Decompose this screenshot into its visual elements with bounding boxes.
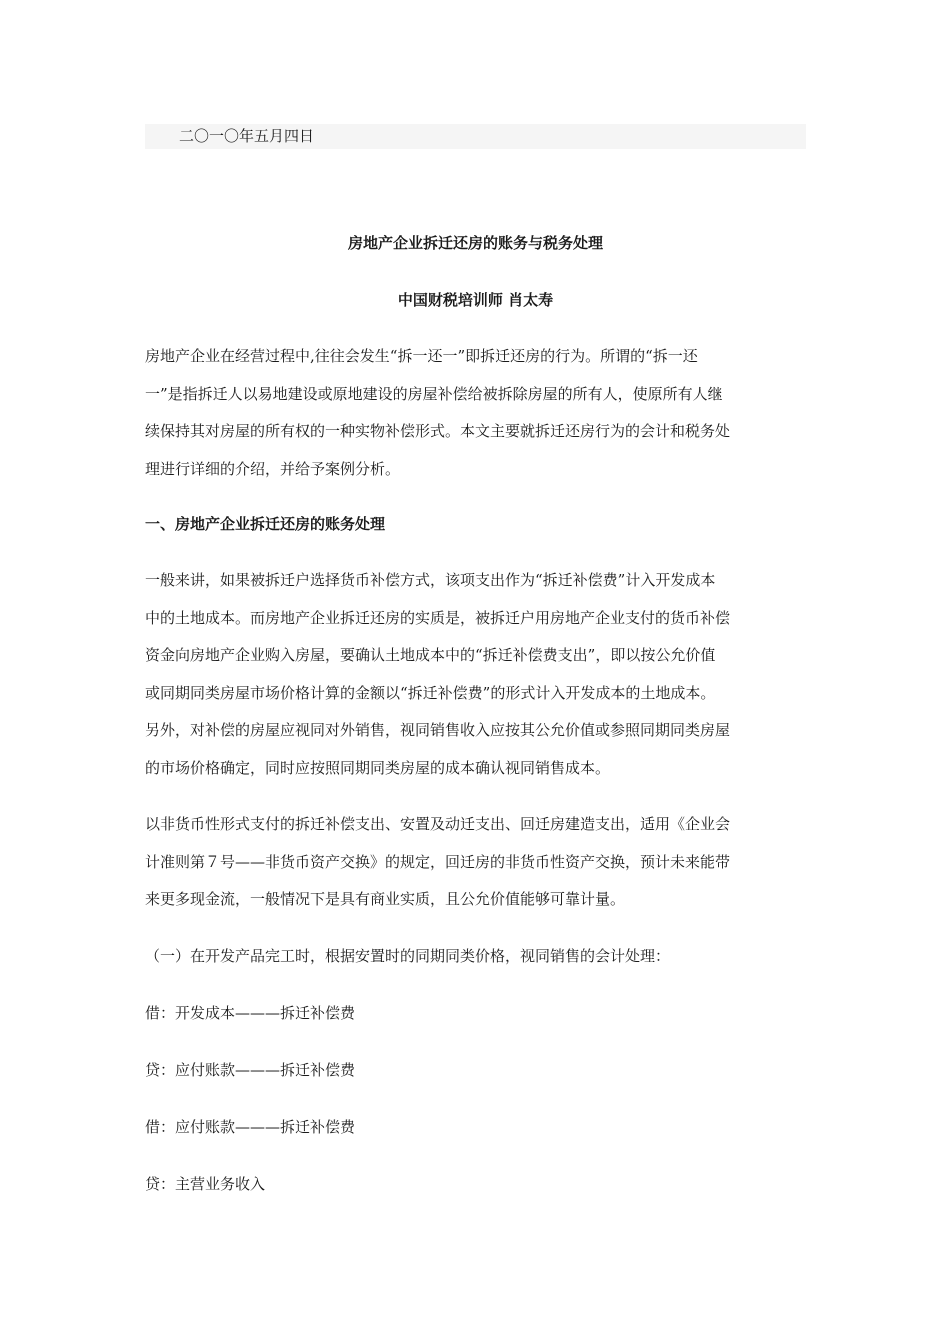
date-line: 二〇一〇年五月四日 [145, 124, 806, 149]
paragraph-cash-compensation: 一般来讲，如果被拆迁户选择货币补偿方式，该项支出作为“拆迁补偿费”计入开发成本 中的土地成本。而房地产企业拆迁还房的实质是，被拆迁户用房地产企业支付的货币补偿 资金向房地产企业购入房屋，要确认土地成本中的“拆迁补偿费支出”，即以按公允价值 或同期同类房屋市场价格计算的金额以“拆迁补偿费”的形式计入开发成本的土地成本。 另外，对补偿的房屋应视同对外销售，视同销售收入应按其公允价值或参照同期同类房屋 的市场价格确定，同时应按照同期同类房屋的成本确认视同销售成本。 [145, 571, 731, 777]
paragraph-non-monetary: 以非货币性形式支付的拆迁补偿支出、安置及动迁支出、回迁房建造支出，适用《企业会 计准则第７号——非货币资产交换》的规定，回迁房的非货币性资产交换，预计未来能带 来更多现金流，一般情况下是具有商业实质，且公允价值能够可靠计量。 [145, 815, 731, 908]
intro-paragraph: 房地产企业在经营过程中,往往会发生“拆一还一”即拆迁还房的行为。所谓的“拆一还 一”是指拆迁人以易地建设或原地建设的房屋补偿给被拆除房屋的所有人，使原所有人继 续保持其对房屋的所有权的一种实物补偿形式。本文主要就拆迁还房行为的会计和税务处 理进行详细的介绍，并给予案例分析。 [145, 347, 731, 478]
author-line: 中国财税培训师 肖太寿 [397, 291, 554, 309]
document-title: 房地产企业拆迁还房的账务与税务处理 [347, 234, 603, 252]
subsection-heading-1: （一）在开发产品完工时，根据安置时的同期同类价格，视同销售的会计处理： [145, 947, 671, 965]
journal-entry-3: 借：应付账款———拆迁补偿费 [145, 1118, 356, 1136]
section-heading-1: 一、房地产企业拆迁还房的账务处理 [145, 515, 386, 533]
journal-entry-2: 贷：应付账款———拆迁补偿费 [145, 1061, 356, 1079]
journal-entry-4: 贷：主营业务收入 [145, 1175, 266, 1193]
journal-entry-1: 借：开发成本———拆迁补偿费 [145, 1004, 356, 1022]
